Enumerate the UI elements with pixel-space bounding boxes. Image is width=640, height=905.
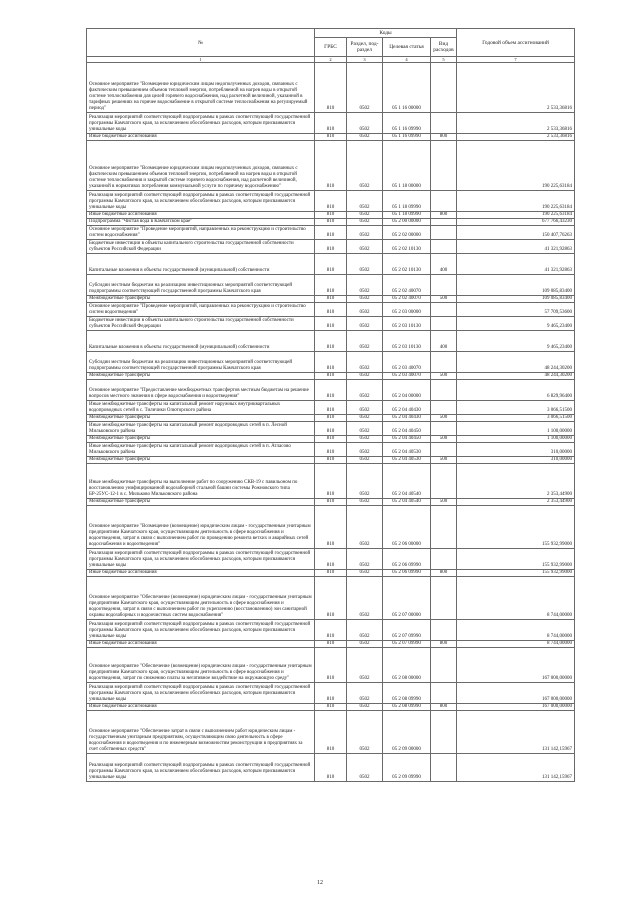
row-section: 0502: [347, 317, 383, 331]
table-row: [87, 134, 575, 141]
row-target: 05 1 16 00000: [383, 63, 431, 113]
table-row: [87, 219, 575, 226]
row-name: Межбюджетные трансферты: [87, 436, 315, 443]
row-section: 0502: [347, 240, 383, 254]
table-row: [87, 711, 575, 754]
row-target: 05 2 03 40070: [383, 352, 431, 373]
row-target: 05 2 04 40450: [383, 436, 431, 443]
row-name: Подпрограмма "Чистая вода в Камчатском крае": [87, 219, 315, 226]
row-section: 0502: [347, 275, 383, 296]
row-target: 05 2 03 00000: [383, 303, 431, 317]
table-row: [87, 506, 575, 549]
row-grbs: 810: [315, 331, 347, 352]
row-section: 0502: [347, 436, 383, 443]
table-row: [87, 422, 575, 436]
row-vid: [431, 141, 457, 191]
row-vid: 800: [431, 134, 457, 141]
row-vid: [431, 506, 457, 549]
row-target: 05 2 07 09990: [383, 620, 431, 641]
row-section: 0502: [347, 63, 383, 113]
row-target: 05 2 03 40070: [383, 373, 431, 380]
table-row: [87, 683, 575, 704]
row-section: 0502: [347, 711, 383, 754]
row-amount: 9 465,23400: [457, 331, 575, 352]
row-grbs: 810: [315, 754, 347, 782]
row-grbs: 810: [315, 352, 347, 373]
row-name: Иные межбюджетные трансферты на капитальный ремонт наружных внутриквартальных водопроводных сетей в с. Тиличики Олюторского района: [87, 401, 315, 415]
row-grbs: 810: [315, 63, 347, 113]
table-row: [87, 401, 575, 415]
row-grbs: 810: [315, 219, 347, 226]
row-section: 0502: [347, 704, 383, 711]
row-name: Иные межбюджетные трансферты на капитальный ремонт водопроводных сетей в п. Лесной Мильковского района: [87, 422, 315, 436]
row-vid: 500: [431, 373, 457, 380]
row-target: 05 2 04 40540: [383, 464, 431, 499]
row-vid: [431, 620, 457, 641]
row-name: Реализация мероприятий соответствующей подпрограммы в рамках соответствующей государственной программы Камчатского края, за исключением обособленных расходов, которым присваиваются уникальные коды: [87, 191, 315, 212]
page-number: 12: [317, 880, 323, 886]
row-section: 0502: [347, 577, 383, 620]
row-grbs: 810: [315, 443, 347, 457]
row-amount: 190 225,63184: [457, 212, 575, 219]
row-name: Реализация мероприятий соответствующей подпрограммы в рамках соответствующей государственной программы Камчатского края, за исключением обособленных расходов, которым присваиваются уникальные коды: [87, 620, 315, 641]
row-section: 0502: [347, 683, 383, 704]
row-vid: [431, 317, 457, 331]
row-name: Капитальные вложения в объекты государственной (муниципальной) собственности: [87, 254, 315, 275]
table-row: [87, 457, 575, 464]
row-target: 05 2 04 00000: [383, 380, 431, 401]
row-name: Капитальные вложения в объекты государственной (муниципальной) собственности: [87, 331, 315, 352]
row-target: 05 2 07 00000: [383, 577, 431, 620]
row-target: 05 2 04 40450: [383, 422, 431, 436]
table-row: [87, 373, 575, 380]
row-amount: 155 932,99000: [457, 570, 575, 577]
row-target: 05 2 08 09990: [383, 683, 431, 704]
row-amount: 2 353,44900: [457, 499, 575, 506]
row-section: 0502: [347, 226, 383, 240]
row-vid: [431, 422, 457, 436]
row-grbs: 810: [315, 373, 347, 380]
row-grbs: 810: [315, 436, 347, 443]
row-grbs: 810: [315, 422, 347, 436]
row-vid: [431, 226, 457, 240]
row-amount: 310,00000: [457, 443, 575, 457]
row-target: 05 2 02 40070: [383, 275, 431, 296]
row-amount: 677 766,43230: [457, 219, 575, 226]
row-target: 05 2 06 00000: [383, 506, 431, 549]
row-amount: 131 142,15967: [457, 754, 575, 782]
row-name: Основное мероприятие "Обеспечение затрат в связи с выполнением работ юридическим лицам - государственным унитарным предприятиям, осуществляющим свою деятельность в сфере водоснабжения и водоотведения и по инженерным возможностям реконструкции в предприятиях за счет собственных средств": [87, 711, 315, 754]
row-name: Межбюджетные трансферты: [87, 499, 315, 506]
row-name: Межбюджетные трансферты: [87, 457, 315, 464]
row-vid: [431, 275, 457, 296]
row-section: 0502: [347, 457, 383, 464]
row-grbs: 810: [315, 134, 347, 141]
row-vid: [431, 577, 457, 620]
row-vid: [431, 219, 457, 226]
row-vid: [431, 303, 457, 317]
row-section: 0502: [347, 296, 383, 303]
row-grbs: 810: [315, 711, 347, 754]
table-row: [87, 275, 575, 296]
row-amount: 2 533,36816: [457, 63, 575, 113]
row-amount: 167 000,00000: [457, 704, 575, 711]
row-name: Иные бюджетные ассигнования: [87, 570, 315, 577]
row-name: Иные бюджетные ассигнования: [87, 641, 315, 648]
header-number: №: [87, 29, 315, 57]
table-row: [87, 352, 575, 373]
table-row: [87, 620, 575, 641]
column-number: 7: [457, 57, 575, 63]
row-name: Межбюджетные трансферты: [87, 415, 315, 422]
table-row: [87, 641, 575, 648]
row-section: 0502: [347, 443, 383, 457]
row-section: 0502: [347, 254, 383, 275]
row-target: 05 1 16 09990: [383, 113, 431, 134]
row-vid: [431, 352, 457, 373]
row-amount: 41 321,92863: [457, 254, 575, 275]
row-vid: [431, 191, 457, 212]
table-row: [87, 191, 575, 212]
row-target: 05 2 02 10130: [383, 240, 431, 254]
table-row: [87, 317, 575, 331]
row-name: Основное мероприятие "Предоставление межбюджетных трансфертов местным бюджетам на решение вопросов местного значения в сфере водоснабжения и водоотведения": [87, 380, 315, 401]
row-amount: 2 533,36816: [457, 113, 575, 134]
row-section: 0502: [347, 352, 383, 373]
row-section: 0502: [347, 415, 383, 422]
row-section: 0502: [347, 570, 383, 577]
row-section: 0502: [347, 549, 383, 570]
row-amount: 2 533,36816: [457, 134, 575, 141]
row-amount: 9 465,23400: [457, 317, 575, 331]
table-row: [87, 331, 575, 352]
row-section: 0502: [347, 380, 383, 401]
table-row: [87, 254, 575, 275]
row-vid: [431, 754, 457, 782]
row-vid: [431, 549, 457, 570]
header-section: Раздел, под-раздел: [347, 38, 383, 57]
row-amount: 3 066,51500: [457, 415, 575, 422]
row-amount: 155 932,99000: [457, 506, 575, 549]
row-grbs: 810: [315, 113, 347, 134]
row-grbs: 810: [315, 254, 347, 275]
row-name: Межбюджетные трансферты: [87, 296, 315, 303]
header-codes: Коды: [315, 29, 457, 38]
row-vid: 400: [431, 331, 457, 352]
row-vid: [431, 63, 457, 113]
row-grbs: 810: [315, 415, 347, 422]
row-section: 0502: [347, 331, 383, 352]
row-vid: 800: [431, 641, 457, 648]
row-target: 05 1 18 09990: [383, 191, 431, 212]
row-grbs: 810: [315, 570, 347, 577]
row-amount: 109 085,83400: [457, 296, 575, 303]
row-grbs: 810: [315, 648, 347, 683]
row-vid: [431, 464, 457, 499]
row-name: Основное мероприятие "Возмещение (возмещение) юридическим лицам - государственным унитарным предприятиям Камчатского края, осуществляющим деятельность в сфере водоснабжения и водоотведения, затрат в связи с выполнением работ по проведению ремонта ветхих и аварийных сетей водоснабжения и водоотведения": [87, 506, 315, 549]
row-name: Основное мероприятие "Возмещение юридическим лицам недополученных доходов, связанных с фактическим превышением объемов тепловой энергии, потребляемой на нагрев воды в открытой системе теплоснабжения для целей горячего водоснабжения, над расчетной величиной, указанной в тарифных решениях на горячее водоснабжение в открытой системе теплоснабжения на регулируемый период": [87, 63, 315, 113]
row-grbs: 810: [315, 499, 347, 506]
row-grbs: 810: [315, 464, 347, 499]
row-target: 05 2 02 40070: [383, 296, 431, 303]
row-amount: 41 321,92863: [457, 240, 575, 254]
row-target: 05 2 07 09990: [383, 641, 431, 648]
row-grbs: 810: [315, 641, 347, 648]
table-row: [87, 380, 575, 401]
row-grbs: 810: [315, 620, 347, 641]
row-vid: 800: [431, 570, 457, 577]
table-row: [87, 415, 575, 422]
row-amount: 2 353,44900: [457, 464, 575, 499]
row-section: 0502: [347, 134, 383, 141]
table-row: [87, 226, 575, 240]
budget-table: [86, 28, 575, 782]
row-grbs: 810: [315, 380, 347, 401]
row-target: 05 2 03 10130: [383, 317, 431, 331]
row-name: Иные бюджетные ассигнования: [87, 212, 315, 219]
row-grbs: 810: [315, 141, 347, 191]
row-grbs: 810: [315, 549, 347, 570]
row-target: 05 1 18 09990: [383, 212, 431, 219]
row-vid: 500: [431, 436, 457, 443]
row-target: 05 2 06 09990: [383, 549, 431, 570]
row-grbs: 810: [315, 296, 347, 303]
table-row: [87, 577, 575, 620]
row-section: 0502: [347, 113, 383, 134]
row-target: 05 2 02 00000: [383, 226, 431, 240]
column-number: 1: [87, 57, 315, 63]
row-vid: 500: [431, 415, 457, 422]
row-section: 0502: [347, 641, 383, 648]
row-section: 0502: [347, 464, 383, 499]
table-row: [87, 141, 575, 191]
row-vid: 500: [431, 296, 457, 303]
column-number: 3: [347, 57, 383, 63]
row-vid: [431, 683, 457, 704]
row-amount: 48 244,30200: [457, 352, 575, 373]
row-vid: [431, 443, 457, 457]
row-vid: [431, 380, 457, 401]
table-row: [87, 63, 575, 113]
table-row: [87, 436, 575, 443]
row-vid: [431, 648, 457, 683]
row-section: 0502: [347, 499, 383, 506]
table-row: [87, 113, 575, 134]
row-grbs: 810: [315, 240, 347, 254]
row-grbs: 810: [315, 191, 347, 212]
row-name: Иные межбюджетные трансферты на капитальный ремонт водопроводных сетей в п. Атласово Мильковского района: [87, 443, 315, 457]
table-row: [87, 704, 575, 711]
row-section: 0502: [347, 648, 383, 683]
row-grbs: 810: [315, 317, 347, 331]
row-name: Основное мероприятие "Обеспечение (возмещение) юридическим лицам - государственным унитарным предприятиям Камчатского края, осуществляющим деятельность в сфере водоснабжения и водоотведения, затрат по снижению платы за негативное воздействие на окружающую среду": [87, 648, 315, 683]
row-vid: [431, 711, 457, 754]
row-name: Иные бюджетные ассигнования: [87, 704, 315, 711]
row-amount: 109 085,83400: [457, 275, 575, 296]
row-name: Основное мероприятие "Обеспечение (возмещение) юридическим лицам - государственным унитарным предприятиям Камчатского края, осуществляющим деятельность в сфере водоснабжения и водоотведения, затрат в связи с выполнением работ по укреплению (восстановлению) зон санитарной охраны водозаборных и водоочистных систем водоснабжения": [87, 577, 315, 620]
row-vid: 500: [431, 457, 457, 464]
row-section: 0502: [347, 373, 383, 380]
header-amount: Годовой объем ассигнований: [457, 29, 575, 57]
table-row: [87, 549, 575, 570]
table-row: [87, 240, 575, 254]
header-vid: Вид расходов: [431, 38, 457, 57]
row-target: 05 2 00 00000: [383, 219, 431, 226]
row-grbs: 810: [315, 577, 347, 620]
row-target: 05 2 09 00000: [383, 711, 431, 754]
row-grbs: 810: [315, 506, 347, 549]
table-row: [87, 303, 575, 317]
row-name: Субсидии местным бюджетам на реализацию инвестиционных мероприятий соответствующей подпрограммы соответствующей государственной программы Камчатского края: [87, 275, 315, 296]
row-vid: 800: [431, 212, 457, 219]
row-target: 05 1 16 09990: [383, 134, 431, 141]
row-name: Реализация мероприятий соответствующей подпрограммы в рамках соответствующей государственной программы Камчатского края, за исключением обособленных расходов, которым присваиваются уникальные коды: [87, 683, 315, 704]
row-section: 0502: [347, 212, 383, 219]
row-section: 0502: [347, 754, 383, 782]
table-row: [87, 464, 575, 499]
row-vid: [431, 401, 457, 415]
row-target: 05 2 06 09990: [383, 570, 431, 577]
row-name: Межбюджетные трансферты: [87, 373, 315, 380]
row-target: 05 2 08 09990: [383, 704, 431, 711]
table-row: [87, 648, 575, 683]
table-row: [87, 754, 575, 782]
row-section: 0502: [347, 219, 383, 226]
row-section: 0502: [347, 506, 383, 549]
row-amount: 8 744,00000: [457, 641, 575, 648]
row-amount: 150 407,76263: [457, 226, 575, 240]
row-target: 05 2 02 10130: [383, 254, 431, 275]
row-section: 0502: [347, 141, 383, 191]
row-target: 05 2 08 00000: [383, 648, 431, 683]
row-section: 0502: [347, 191, 383, 212]
row-amount: 8 744,00000: [457, 577, 575, 620]
row-grbs: 810: [315, 212, 347, 219]
table-row: [87, 570, 575, 577]
row-section: 0502: [347, 620, 383, 641]
row-amount: 48 244,30200: [457, 373, 575, 380]
table-row: [87, 443, 575, 457]
row-amount: 1 100,00000: [457, 422, 575, 436]
row-amount: 167 000,00000: [457, 648, 575, 683]
row-grbs: 810: [315, 226, 347, 240]
row-amount: 1 100,00000: [457, 436, 575, 443]
table-row: [87, 296, 575, 303]
row-name: Основное мероприятие "Проведение мероприятий, направленных на реконструкцию и строительство систем водоснабжения": [87, 226, 315, 240]
row-section: 0502: [347, 422, 383, 436]
row-amount: 155 932,99000: [457, 549, 575, 570]
row-target: 05 2 04 40530: [383, 443, 431, 457]
header-target: Целевая статья: [383, 38, 431, 57]
row-vid: 500: [431, 499, 457, 506]
row-grbs: 810: [315, 683, 347, 704]
column-number: 4: [383, 57, 431, 63]
row-amount: 57 709,53600: [457, 303, 575, 317]
row-section: 0502: [347, 303, 383, 317]
row-target: 05 2 04 40430: [383, 415, 431, 422]
row-name: Бюджетные инвестиции в объекты капитального строительства государственной собственности субъектов Российской Федерации: [87, 317, 315, 331]
row-name: Основное мероприятие "Возмещение юридическим лицам недополученных доходов, связанных с фактическим превышением объемов тепловой энергии, потребляемой на нагрев воды в открытой системе теплоснабжения и закрытой системе горячего водоснабжения, над расчетной величиной, указанной в нормативах потребления коммунальной услуги по горячему водоснабжению": [87, 141, 315, 191]
row-name: Основное мероприятие "Проведение мероприятий, направленных на реконструкцию и строительство систем водоотведения": [87, 303, 315, 317]
row-target: 05 2 04 40540: [383, 499, 431, 506]
row-target: 05 2 04 40430: [383, 401, 431, 415]
row-name: Иные бюджетные ассигнования: [87, 134, 315, 141]
row-target: 05 1 18 00000: [383, 141, 431, 191]
row-amount: 190 225,63184: [457, 141, 575, 191]
table-row: [87, 499, 575, 506]
row-name: Бюджетные инвестиции в объекты капитального строительства государственной собственности субъектов Российской Федерации: [87, 240, 315, 254]
row-target: 05 2 03 10130: [383, 331, 431, 352]
row-amount: 3 066,51500: [457, 401, 575, 415]
row-name: Иные межбюджетные трансферты на выполнение работ по сооружению СКВ-19 с павильоном по восстановлению унифицированной водозаборной стальной башни системы Рожновского типа БР-25УС-12-1 в с. Мильково Мильковского района: [87, 464, 315, 499]
row-grbs: 810: [315, 275, 347, 296]
row-grbs: 810: [315, 303, 347, 317]
row-grbs: 810: [315, 401, 347, 415]
table-row: [87, 212, 575, 219]
row-vid: [431, 113, 457, 134]
column-number: 2: [315, 57, 347, 63]
row-amount: 190 225,63184: [457, 191, 575, 212]
row-vid: [431, 240, 457, 254]
row-section: 0502: [347, 401, 383, 415]
row-name: Реализация мероприятий соответствующей подпрограммы в рамках соответствующей государственной программы Камчатского края, за исключением обособленных расходов, которым присваиваются уникальные коды: [87, 754, 315, 782]
row-amount: 8 744,00000: [457, 620, 575, 641]
header-grbs: ГРБС: [315, 38, 347, 57]
row-name: Реализация мероприятий соответствующей подпрограммы в рамках соответствующей государственной программы Камчатского края, за исключением обособленных расходов, которым присваиваются уникальные коды: [87, 549, 315, 570]
row-target: 05 2 09 09990: [383, 754, 431, 782]
row-name: Реализация мероприятий соответствующей подпрограммы в рамках соответствующей государственной программы Камчатского края, за исключением обособленных расходов, которым присваиваются уникальные коды: [87, 113, 315, 134]
row-amount: 310,00000: [457, 457, 575, 464]
row-grbs: 810: [315, 457, 347, 464]
row-vid: 800: [431, 704, 457, 711]
row-amount: 6 829,96400: [457, 380, 575, 401]
row-target: 05 2 04 40530: [383, 457, 431, 464]
row-name: Субсидии местным бюджетам на реализацию инвестиционных мероприятий соответствующей подпрограммы соответствующей государственной программы Камчатского края: [87, 352, 315, 373]
row-grbs: 810: [315, 704, 347, 711]
row-vid: 400: [431, 254, 457, 275]
row-amount: 167 000,00000: [457, 683, 575, 704]
row-amount: 131 142,15967: [457, 711, 575, 754]
column-number: 5: [431, 57, 457, 63]
